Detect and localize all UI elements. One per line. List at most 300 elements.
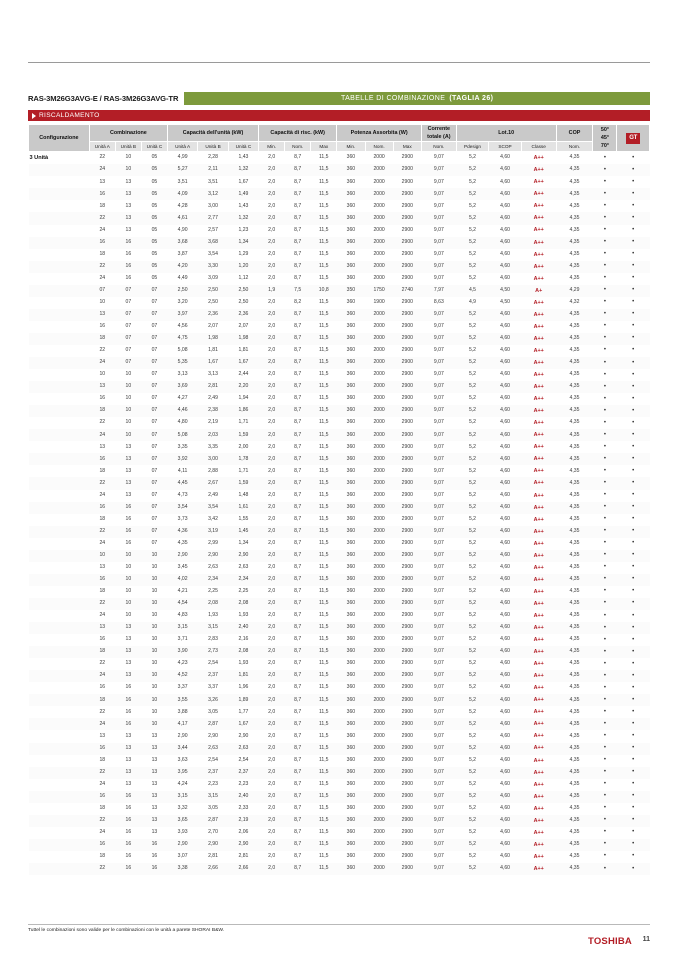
data-cell: 2000	[365, 779, 393, 791]
data-cell: 11,5	[311, 658, 337, 670]
data-cell: 2000	[365, 514, 393, 526]
data-cell: 13	[115, 755, 141, 767]
data-cell: 2,81	[228, 851, 258, 863]
data-cell: 10	[115, 417, 141, 429]
data-cell: 5,2	[456, 851, 489, 863]
data-cell: 13	[115, 465, 141, 477]
data-cell: 1,45	[228, 526, 258, 538]
data-cell: 1,71	[228, 465, 258, 477]
data-cell: 2,34	[198, 574, 228, 586]
data-cell: 5,2	[456, 309, 489, 321]
data-cell: 4,60	[489, 658, 522, 670]
data-cell: 10	[115, 574, 141, 586]
data-cell: 2,0	[259, 477, 285, 489]
data-cell: 4,60	[489, 357, 522, 369]
data-cell: 4,35	[556, 237, 593, 249]
data-cell: 2900	[393, 345, 421, 357]
availability-dot: •	[617, 586, 650, 598]
config-cell	[29, 574, 90, 586]
config-cell	[29, 622, 90, 634]
data-cell: 360	[337, 188, 365, 200]
data-cell: 8,7	[285, 212, 311, 224]
data-cell: 4,35	[556, 670, 593, 682]
data-cell: 9,07	[421, 477, 456, 489]
data-cell: 4,60	[489, 863, 522, 875]
data-cell: 2000	[365, 249, 393, 261]
availability-dot: •	[593, 502, 617, 514]
data-cell: 360	[337, 827, 365, 839]
data-cell: 8,7	[285, 273, 311, 285]
data-cell: 2,08	[198, 598, 228, 610]
data-cell: 22	[89, 598, 115, 610]
data-cell: 13	[115, 477, 141, 489]
data-cell: 10	[141, 694, 167, 706]
data-cell: 2900	[393, 200, 421, 212]
data-cell: 2,66	[228, 863, 258, 875]
availability-dot: •	[617, 200, 650, 212]
data-cell: 8,7	[285, 550, 311, 562]
data-cell: 360	[337, 176, 365, 188]
gt-badge: GT	[626, 133, 640, 144]
data-cell: 9,07	[421, 538, 456, 550]
config-cell	[29, 357, 90, 369]
data-cell: 2,0	[259, 682, 285, 694]
data-cell: 1,93	[228, 658, 258, 670]
table-row	[29, 526, 650, 538]
data-cell: 360	[337, 309, 365, 321]
data-cell: 2,0	[259, 188, 285, 200]
config-cell	[29, 321, 90, 333]
data-cell: 2,90	[167, 550, 197, 562]
config-cell	[29, 767, 90, 779]
table-row	[29, 706, 650, 718]
data-cell: 1,32	[228, 164, 258, 176]
data-cell: 2000	[365, 393, 393, 405]
data-cell: 07	[141, 297, 167, 309]
data-cell: 5,2	[456, 670, 489, 682]
data-cell: 4,56	[167, 321, 197, 333]
data-cell: 9,07	[421, 767, 456, 779]
data-cell: 5,2	[456, 755, 489, 767]
table-row	[29, 574, 650, 586]
data-cell: 2,63	[198, 562, 228, 574]
data-cell: 11,5	[311, 646, 337, 658]
config-cell	[29, 670, 90, 682]
data-cell: 1,93	[228, 610, 258, 622]
availability-dot: •	[593, 200, 617, 212]
data-cell: 13	[115, 743, 141, 755]
data-cell: 4,35	[556, 441, 593, 453]
data-cell: 2000	[365, 550, 393, 562]
data-cell: 8,7	[285, 791, 311, 803]
data-cell: 360	[337, 538, 365, 550]
data-cell: 2000	[365, 237, 393, 249]
data-cell: 07	[141, 417, 167, 429]
config-cell	[29, 815, 90, 827]
data-cell: 2900	[393, 441, 421, 453]
data-cell: 360	[337, 490, 365, 502]
data-cell: 07	[141, 514, 167, 526]
availability-dot: •	[593, 694, 617, 706]
data-cell: 24	[89, 670, 115, 682]
data-cell: 4,23	[167, 658, 197, 670]
data-cell: 5,2	[456, 490, 489, 502]
availability-dot: •	[593, 658, 617, 670]
data-cell: 07	[141, 490, 167, 502]
data-cell: 2000	[365, 791, 393, 803]
data-cell: 3,73	[167, 514, 197, 526]
data-cell: 2,0	[259, 297, 285, 309]
config-cell	[29, 237, 90, 249]
data-cell: 05	[141, 164, 167, 176]
availability-dot: •	[617, 381, 650, 393]
data-cell: 2,0	[259, 538, 285, 550]
availability-dot: •	[593, 743, 617, 755]
data-cell: 2,44	[228, 369, 258, 381]
data-cell: 07	[141, 309, 167, 321]
table-row	[29, 550, 650, 562]
data-cell: 3,54	[167, 502, 197, 514]
table-row	[29, 381, 650, 393]
data-cell: 4,60	[489, 730, 522, 742]
data-cell: 16	[89, 682, 115, 694]
data-cell: 11,5	[311, 188, 337, 200]
config-cell	[29, 502, 90, 514]
availability-dot: •	[617, 526, 650, 538]
energy-class-cell: A++	[521, 682, 556, 694]
data-cell: 8,7	[285, 176, 311, 188]
data-cell: 11,5	[311, 321, 337, 333]
data-cell: 3,12	[198, 188, 228, 200]
data-cell: 2900	[393, 839, 421, 851]
data-cell: 4,35	[556, 586, 593, 598]
data-cell: 13	[115, 225, 141, 237]
data-cell: 5,2	[456, 839, 489, 851]
data-cell: 9,07	[421, 562, 456, 574]
data-cell: 5,2	[456, 803, 489, 815]
data-cell: 2,19	[198, 417, 228, 429]
data-cell: 4,60	[489, 827, 522, 839]
config-cell	[29, 297, 90, 309]
data-cell: 2,50	[198, 297, 228, 309]
availability-dot: •	[593, 465, 617, 477]
data-cell: 360	[337, 658, 365, 670]
energy-class-cell: A++	[521, 345, 556, 357]
data-cell: 4,35	[556, 465, 593, 477]
data-cell: 13	[141, 815, 167, 827]
data-cell: 18	[89, 694, 115, 706]
data-cell: 3,51	[167, 176, 197, 188]
data-cell: 2000	[365, 863, 393, 875]
data-cell: 2900	[393, 273, 421, 285]
data-cell: 4,60	[489, 815, 522, 827]
data-cell: 8,7	[285, 429, 311, 441]
combination-table	[28, 124, 650, 875]
data-cell: 4,80	[167, 417, 197, 429]
data-cell: 9,07	[421, 429, 456, 441]
data-cell: 11,5	[311, 538, 337, 550]
data-cell: 3,44	[167, 743, 197, 755]
data-cell: 8,7	[285, 863, 311, 875]
data-cell: 2,19	[228, 815, 258, 827]
data-cell: 11,5	[311, 502, 337, 514]
energy-class-cell: A++	[521, 333, 556, 345]
availability-dot: •	[593, 188, 617, 200]
data-cell: 360	[337, 514, 365, 526]
data-cell: 9,07	[421, 574, 456, 586]
data-cell: 4,35	[556, 646, 593, 658]
availability-dot: •	[593, 393, 617, 405]
data-cell: 2900	[393, 863, 421, 875]
config-cell	[29, 779, 90, 791]
energy-class-cell: A++	[521, 851, 556, 863]
data-cell: 11,5	[311, 730, 337, 742]
data-cell: 5,2	[456, 706, 489, 718]
energy-class-cell: A++	[521, 743, 556, 755]
data-cell: 2000	[365, 490, 393, 502]
data-cell: 05	[141, 200, 167, 212]
data-cell: 2900	[393, 730, 421, 742]
data-cell: 5,2	[456, 827, 489, 839]
data-cell: 9,07	[421, 682, 456, 694]
data-cell: 11,5	[311, 369, 337, 381]
data-cell: 4,52	[167, 670, 197, 682]
availability-dot: •	[593, 249, 617, 261]
data-cell: 360	[337, 321, 365, 333]
data-cell: 07	[115, 297, 141, 309]
availability-dot: •	[617, 261, 650, 273]
data-cell: 9,07	[421, 646, 456, 658]
data-cell: 4,29	[556, 285, 593, 297]
data-cell: 8,7	[285, 803, 311, 815]
data-cell: 4,35	[556, 694, 593, 706]
data-cell: 360	[337, 249, 365, 261]
availability-dot: •	[593, 610, 617, 622]
data-cell: 2900	[393, 610, 421, 622]
data-cell: 4,35	[556, 779, 593, 791]
availability-dot: •	[593, 730, 617, 742]
data-cell: 2900	[393, 767, 421, 779]
data-cell: 4,60	[489, 405, 522, 417]
data-cell: 360	[337, 803, 365, 815]
data-cell: 2900	[393, 851, 421, 863]
data-cell: 8,7	[285, 393, 311, 405]
config-cell	[29, 381, 90, 393]
data-cell: 13	[141, 779, 167, 791]
data-cell: 2,0	[259, 381, 285, 393]
table-row	[29, 803, 650, 815]
data-cell: 9,07	[421, 405, 456, 417]
config-cell	[29, 562, 90, 574]
data-cell: 8,7	[285, 718, 311, 730]
data-cell: 2000	[365, 188, 393, 200]
data-cell: 2,63	[198, 743, 228, 755]
data-cell: 9,07	[421, 706, 456, 718]
data-cell: 2,0	[259, 851, 285, 863]
data-cell: 360	[337, 212, 365, 224]
data-cell: 2,0	[259, 562, 285, 574]
data-cell: 24	[89, 273, 115, 285]
data-cell: 8,7	[285, 646, 311, 658]
energy-class-cell: A++	[521, 453, 556, 465]
availability-dot: •	[617, 273, 650, 285]
data-cell: 2000	[365, 670, 393, 682]
data-cell: 3,13	[167, 369, 197, 381]
availability-dot: •	[617, 490, 650, 502]
data-cell: 8,7	[285, 357, 311, 369]
data-cell: 2900	[393, 718, 421, 730]
data-cell: 2,34	[228, 574, 258, 586]
data-cell: 2,50	[228, 297, 258, 309]
availability-dot: •	[593, 815, 617, 827]
data-cell: 05	[141, 273, 167, 285]
data-cell: 1,9	[259, 285, 285, 297]
data-cell: 2,0	[259, 393, 285, 405]
data-cell: 2900	[393, 743, 421, 755]
data-cell: 18	[89, 333, 115, 345]
data-cell: 360	[337, 237, 365, 249]
subcol-cap-unita-a: Unità A	[167, 142, 197, 152]
data-cell: 360	[337, 357, 365, 369]
data-cell: 4,36	[167, 526, 197, 538]
data-cell: 10	[115, 164, 141, 176]
data-cell: 4,35	[556, 188, 593, 200]
data-cell: 4,60	[489, 225, 522, 237]
data-cell: 4,60	[489, 646, 522, 658]
data-cell: 2,70	[198, 827, 228, 839]
data-cell: 2900	[393, 755, 421, 767]
data-cell: 2900	[393, 646, 421, 658]
data-cell: 18	[89, 405, 115, 417]
data-cell: 2900	[393, 514, 421, 526]
data-cell: 1,71	[228, 417, 258, 429]
availability-dot: •	[617, 730, 650, 742]
data-cell: 2000	[365, 610, 393, 622]
data-cell: 2,63	[228, 743, 258, 755]
availability-dot: •	[617, 562, 650, 574]
config-cell	[29, 249, 90, 261]
table-row	[29, 610, 650, 622]
data-cell: 07	[115, 309, 141, 321]
table-row	[29, 634, 650, 646]
data-cell: 07	[89, 285, 115, 297]
data-cell: 11,5	[311, 779, 337, 791]
availability-dot: •	[617, 405, 650, 417]
data-cell: 2,63	[228, 562, 258, 574]
data-cell: 2000	[365, 225, 393, 237]
availability-dot: •	[617, 357, 650, 369]
data-cell: 2900	[393, 417, 421, 429]
data-cell: 4,60	[489, 538, 522, 550]
data-cell: 2,23	[198, 779, 228, 791]
availability-dot: •	[593, 586, 617, 598]
data-cell: 11,5	[311, 634, 337, 646]
data-cell: 2900	[393, 526, 421, 538]
data-cell: 360	[337, 453, 365, 465]
availability-dot: •	[593, 261, 617, 273]
table-row	[29, 718, 650, 730]
energy-class-cell: A++	[521, 273, 556, 285]
availability-dot: •	[593, 767, 617, 779]
data-cell: 360	[337, 779, 365, 791]
data-cell: 8,7	[285, 682, 311, 694]
availability-dot: •	[617, 249, 650, 261]
data-cell: 2900	[393, 670, 421, 682]
availability-dot: •	[617, 767, 650, 779]
data-cell: 10	[141, 682, 167, 694]
energy-class-cell: A++	[521, 429, 556, 441]
energy-class-cell: A++	[521, 755, 556, 767]
config-cell	[29, 743, 90, 755]
data-cell: 1,77	[228, 706, 258, 718]
energy-class-cell: A++	[521, 634, 556, 646]
data-cell: 2900	[393, 249, 421, 261]
data-cell: 4,60	[489, 574, 522, 586]
data-cell: 3,65	[167, 815, 197, 827]
data-cell: 16	[115, 502, 141, 514]
data-cell: 13	[115, 490, 141, 502]
data-cell: 2,06	[228, 827, 258, 839]
availability-dot: •	[617, 502, 650, 514]
data-cell: 11,5	[311, 212, 337, 224]
availability-dot: •	[617, 369, 650, 381]
data-cell: 2900	[393, 237, 421, 249]
table-row	[29, 441, 650, 453]
data-cell: 4,60	[489, 345, 522, 357]
energy-class-cell: A++	[521, 791, 556, 803]
energy-class-cell: A++	[521, 309, 556, 321]
data-cell: 2000	[365, 417, 393, 429]
data-cell: 10	[115, 598, 141, 610]
data-cell: 11,5	[311, 815, 337, 827]
data-cell: 16	[115, 526, 141, 538]
data-cell: 3,26	[198, 694, 228, 706]
data-cell: 360	[337, 441, 365, 453]
data-cell: 360	[337, 164, 365, 176]
data-cell: 2,0	[259, 839, 285, 851]
data-cell: 18	[89, 586, 115, 598]
data-cell: 24	[89, 610, 115, 622]
data-cell: 2,54	[228, 755, 258, 767]
data-cell: 11,5	[311, 670, 337, 682]
data-cell: 4,60	[489, 622, 522, 634]
data-cell: 4,35	[556, 863, 593, 875]
data-cell: 1,81	[198, 345, 228, 357]
data-cell: 1,49	[228, 188, 258, 200]
data-cell: 10	[115, 550, 141, 562]
data-cell: 2,0	[259, 465, 285, 477]
data-cell: 8,7	[285, 405, 311, 417]
data-cell: 4,45	[167, 477, 197, 489]
data-cell: 2900	[393, 694, 421, 706]
data-cell: 1,98	[198, 333, 228, 345]
data-cell: 2900	[393, 538, 421, 550]
availability-dot: •	[593, 164, 617, 176]
data-cell: 8,7	[285, 670, 311, 682]
config-cell	[29, 863, 90, 875]
data-cell: 11,5	[311, 755, 337, 767]
availability-dot: •	[617, 682, 650, 694]
subcol-classe: Classe	[521, 142, 556, 152]
table-row	[29, 249, 650, 261]
data-cell: 11,5	[311, 574, 337, 586]
data-cell: 16	[115, 815, 141, 827]
table-row	[29, 694, 650, 706]
data-cell: 10	[141, 550, 167, 562]
data-cell: 2,0	[259, 405, 285, 417]
data-cell: 10	[141, 562, 167, 574]
data-cell: 07	[115, 285, 141, 297]
